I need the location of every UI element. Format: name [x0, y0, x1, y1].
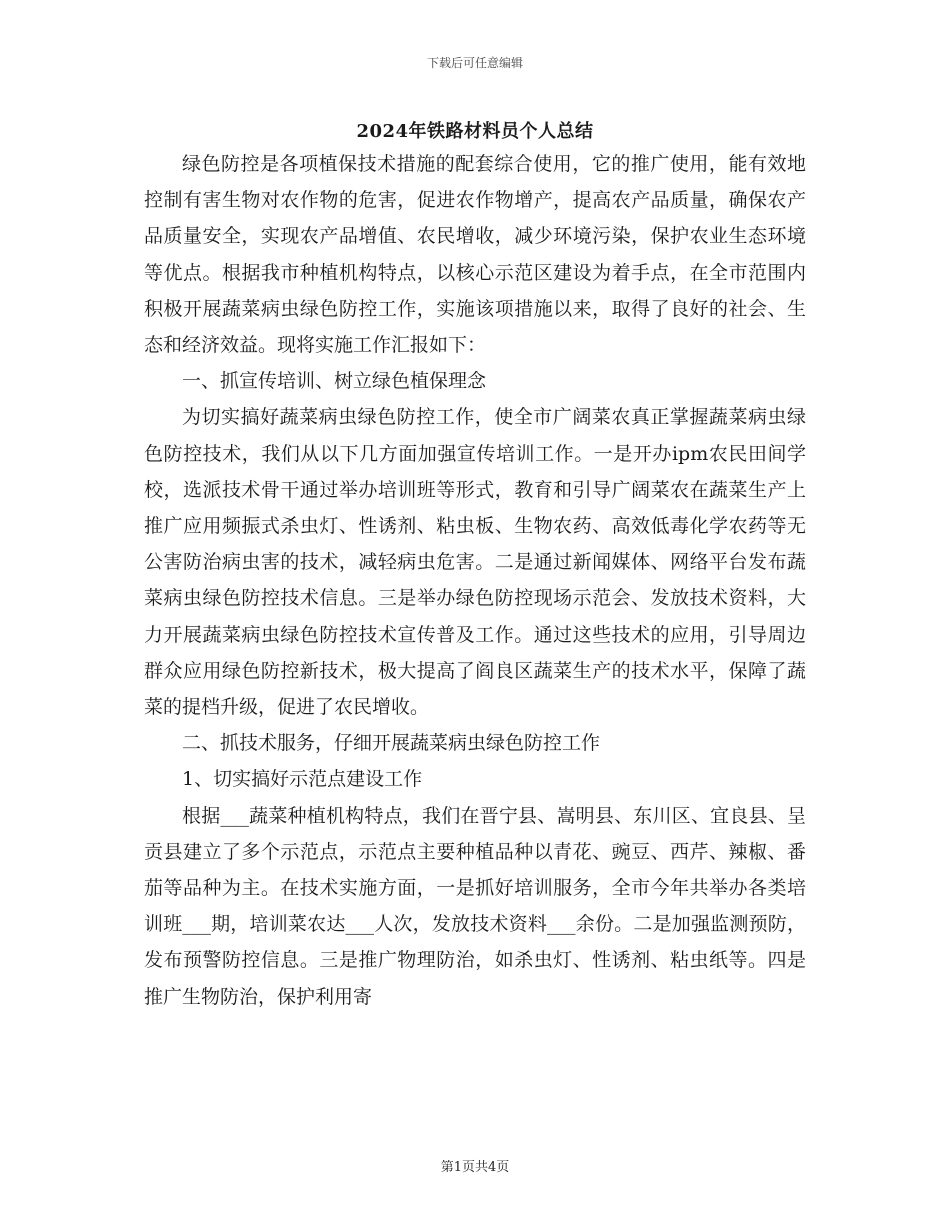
section-heading-2: 二、抓技术服务，仔细开展蔬菜病虫绿色防控工作 [182, 732, 601, 755]
subsection-heading-1: 1、切实搞好示范点建设工作 [182, 768, 423, 791]
section-heading-1: 一、抓宣传培训、树立绿色植保理念 [182, 370, 487, 393]
header-note: 下载后可任意编辑 [426, 56, 523, 70]
document-body [144, 146, 806, 1015]
document-title: 2024年铁路材料员个人总结 [356, 121, 594, 142]
paragraph-training: 为切实搞好蔬菜病虫绿色防控工作，使全市广阔菜农真正掌握蔬菜病虫绿色防控技术，我们从以下几方面加强宣传培训工作。一是开办ipm农民田间学校，选派技术骨干通过举办培训班等形式，教育和引导广阔菜农在蔬菜生产上推广应用频振式杀虫灯、性诱剂、粘虫板、生物农药、高效低毒化学农药等无公害防治病虫害的技术，减轻病虫危害。二是通过新闻媒体、网络平台发布蔬菜病虫绿色防控技术信息。三是举办绿色防控现场示范会、发放技术资料，大力开展蔬菜病虫绿色防控技术宣传普及工作。通过这些技术的应用，引导周边群众应用绿色防控新技术，极大提高了阎良区蔬菜生产的技术水平，保障了蔬菜的提档升级，促进了农民增收。 [144, 406, 806, 719]
paragraph-intro: 绿色防控是各项植保技术措施的配套综合使用，它的推广使用，能有效地控制有害生物对农作物的危害，促进农作物增产，提高农产品质量，确保农产品质量安全，实现农产品增值、农民增收，减少环境污染，保护农业生态环境等优点。根据我市种植机构特点，以核心示范区建设为着手点，在全市范围内积极开展蔬菜病虫绿色防控工作，实施该项措施以来，取得了良好的社会、生态和经济效益。现将实施工作汇报如下： [144, 153, 806, 357]
paragraph-demonstration: 根据___蔬菜种植机构特点，我们在晋宁县、嵩明县、东川区、宜良县、呈贡县建立了多个示范点，示范点主要种植品种以青花、豌豆、西芹、辣椒、番茄等品种为主。在技术实施方面，一是抓好培训服务，全市今年共举办各类培训班___期，培训菜农达___人次，发放技术资料___余份。二是加强监测预防，发布预警防控信息。三是推广物理防治，如杀虫灯、性诱剂、粘虫纸等。四是推广生物防治，保护利用寄 [144, 804, 806, 1008]
page-number: 第1页共4页 [440, 1160, 510, 1175]
